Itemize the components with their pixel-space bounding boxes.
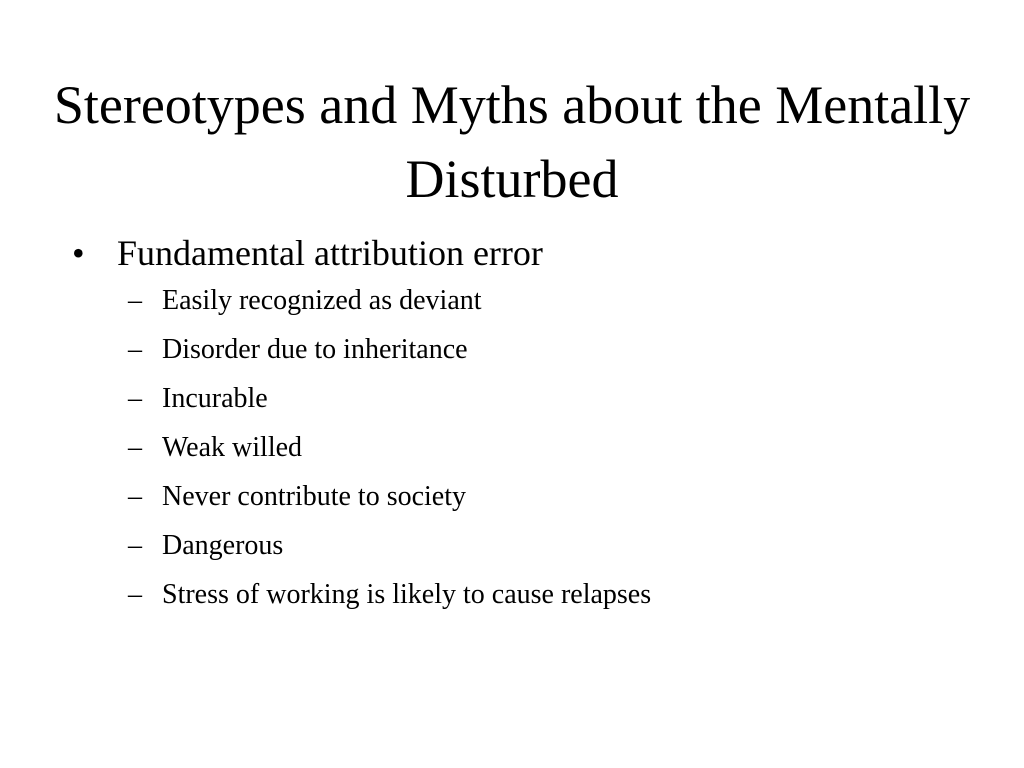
sub-bullet-container [72,284,972,612]
sub-bullet-point [72,529,972,563]
dash-icon: – [128,383,142,414]
sub-bullet-point [72,333,972,367]
sub-bullet-text: Disorder due to inheritance [162,334,468,365]
dash-icon: – [128,530,142,561]
bullet-list [72,230,972,627]
sub-bullet-point [72,431,972,465]
dash-icon: – [128,432,142,463]
sub-bullet-text: Dangerous [162,530,284,561]
sub-bullet-point [72,578,972,612]
bullet-text: Fundamental attribution error [117,233,543,273]
sub-bullet-point [72,480,972,514]
sub-bullet-text: Stress of working is likely to cause relapses [162,579,652,610]
sub-bullet-text: Easily recognized as deviant [162,285,482,316]
slide-title: Stereotypes and Myths about the Mentally Disturbed [53,75,971,209]
sub-bullet-text: Never contribute to society [162,481,467,512]
dash-icon: – [128,334,142,365]
bullet-point [72,230,972,276]
sub-bullet-text: Incurable [162,383,268,414]
sub-bullet-list [72,284,972,612]
dash-icon: – [128,579,142,610]
dash-icon: – [128,285,142,316]
sub-bullet-point [72,382,972,416]
bullet-icon: • [72,233,85,273]
dash-icon: – [128,481,142,512]
sub-bullet-point [72,284,972,318]
sub-bullet-text: Weak willed [162,432,303,463]
